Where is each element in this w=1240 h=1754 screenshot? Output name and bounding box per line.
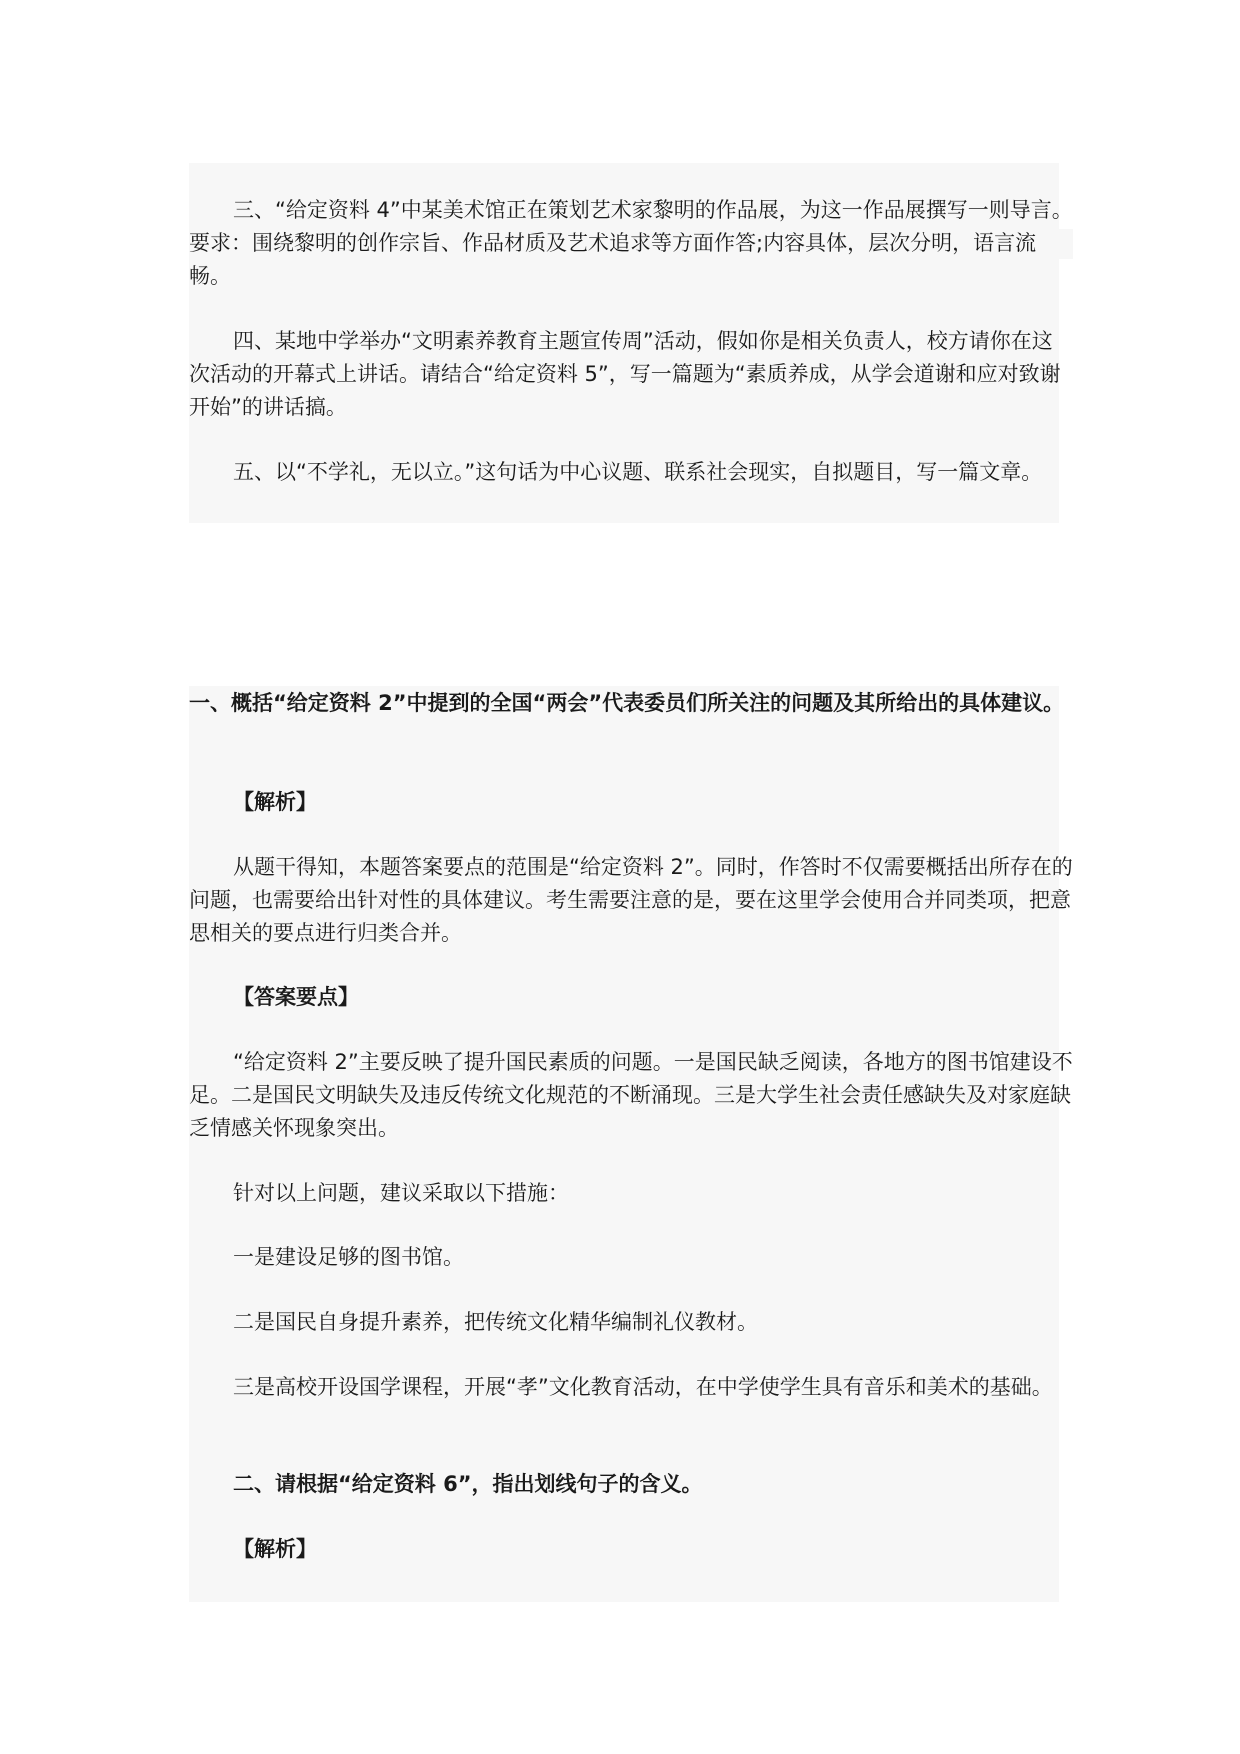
answer-two-analysis-label: 【解析】 <box>233 1537 317 1561</box>
measure-two: 二是国民自身提升素养，把传统文化精华编制礼仪教材。 <box>233 1310 758 1334</box>
answer-one-points-label: 【答案要点】 <box>233 985 359 1009</box>
answer-one-points-text: “给定资料 2”主要反映了提升国民素质的问题。一是国民缺乏阅读，各地方的图书馆建设不足。二是国民文明缺失及违反传统文化规范的不断涌现。三是大学生社会责任感缺失及对家庭缺乏情感关怀现象突出。 <box>189 1050 1073 1140</box>
answer-one-heading: 一、概括“给定资料 2”中提到的全国“两会”代表委员们所关注的问题及其所给出的具体建议。 <box>189 691 1065 715</box>
answer-one-analysis-text: 从题干得知，本题答案要点的范围是“给定资料 2”。同时，作答时不仅需要概括出所存在的问题，也需要给出针对性的具体建议。考生需要注意的是，要在这里学会使用合并同类项，把意思相关的要点进行归类合并。 <box>189 855 1073 945</box>
answer-two-heading: 二、请根据“给定资料 6”，指出划线句子的含义。 <box>233 1472 703 1496</box>
question-three: 三、“给定资料 4”中某美术馆正在策划艺术家黎明的作品展，为这一作品展撰写一则导言。要求：围绕黎明的创作宗旨、作品材质及艺术追求等方面作答;内容具体，层次分明，语言流畅。 <box>189 198 1073 288</box>
measure-three: 三是高校开设国学课程，开展“孝”文化教育活动，在中学使学生具有音乐和美术的基础。 <box>233 1375 1053 1399</box>
question-four: 四、某地中学举办“文明素养教育主题宣传周”活动，假如你是相关负责人，校方请你在这次活动的开幕式上讲话。请结合“给定资料 5”，写一篇题为“素质养成，从学会道谢和应对致谢开始”的讲话搞。 <box>189 329 1061 419</box>
answer-one-analysis-label: 【解析】 <box>233 790 317 814</box>
measure-one: 一是建设足够的图书馆。 <box>233 1245 464 1269</box>
measures-intro: 针对以上问题，建议采取以下措施： <box>233 1181 569 1205</box>
question-five: 五、以“不学礼，无以立。”这句话为中心议题、联系社会现实，自拟题目，写一篇文章。 <box>233 460 1043 484</box>
